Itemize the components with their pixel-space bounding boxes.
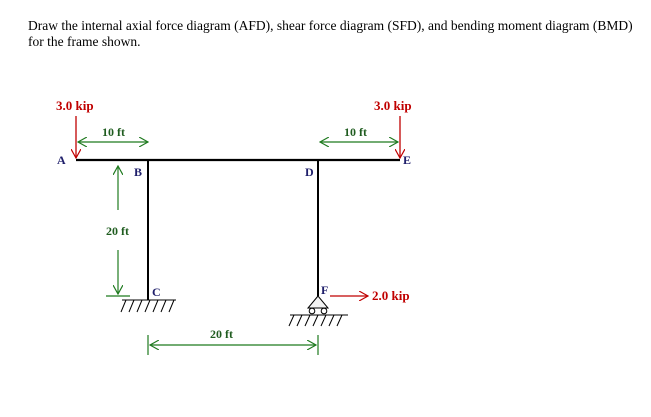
load-label-e: 3.0 kip bbox=[374, 98, 412, 113]
dim-label-left-overhang: 10 ft bbox=[102, 125, 125, 139]
node-label-c: C bbox=[152, 285, 161, 299]
dim-label-right-overhang: 10 ft bbox=[344, 125, 367, 139]
node-label-a: A bbox=[57, 153, 66, 167]
node-label-f: F bbox=[321, 283, 329, 297]
dimension-arrows bbox=[78, 142, 398, 355]
load-label-a: 3.0 kip bbox=[56, 98, 94, 113]
problem-statement: Draw the internal axial force diagram (AFD), shear force diagram (SFD), and bending moment diagram (BMD) for the frame shown. bbox=[28, 18, 633, 49]
node-label-b: B bbox=[134, 165, 143, 179]
load-label-horizontal: 2.0 kip bbox=[372, 288, 410, 303]
node-label-e: E bbox=[403, 153, 412, 167]
load-arrows bbox=[76, 116, 400, 296]
node-label-d: D bbox=[305, 165, 314, 179]
fixed-support-c bbox=[121, 296, 176, 312]
dim-label-span: 20 ft bbox=[210, 327, 233, 341]
dim-label-column-height: 20 ft bbox=[106, 224, 129, 238]
roller-support-f bbox=[289, 296, 348, 326]
